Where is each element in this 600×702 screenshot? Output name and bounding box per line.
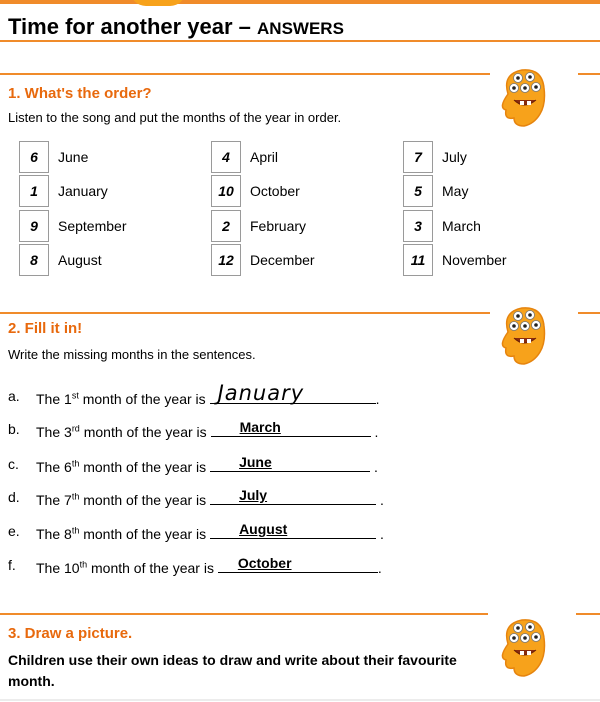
title-main: Time for another year – [8,14,251,39]
order-number-box[interactable]: 9 [19,210,49,242]
order-number-box[interactable]: 10 [211,175,241,207]
sentence-letter: a. [8,388,20,404]
month-label: August [58,252,102,268]
sentence-period: . [373,459,378,475]
ordinal-suffix: st [71,390,79,401]
title-rule [0,40,600,42]
page-title [8,14,344,40]
order-number-box[interactable]: 3 [403,210,433,242]
answer-blank[interactable] [211,419,371,437]
section-3-heading: 3. Draw a picture. [8,625,133,642]
sentence-period: . [375,391,380,407]
sentence-letter: f. [8,557,16,573]
sentence-prefix: The 10 [36,560,80,576]
title-answers: ANSWERS [257,19,344,38]
month-label: April [250,149,279,165]
sentence-prefix: The 3 [36,424,72,440]
section-1-rule-end [578,73,600,75]
top-blob-decoration [130,0,186,6]
month-label: September [58,218,127,234]
monster-icon [494,302,556,366]
sentence-text: month of the year is [79,424,207,440]
monster-icon [494,64,556,128]
order-number-box[interactable]: 12 [211,244,241,276]
month-label: December [250,252,315,268]
top-rule [0,0,600,4]
ordinal-suffix: th [79,559,88,570]
answer-blank[interactable] [210,454,370,472]
sentence-prefix: The 8 [36,526,72,542]
section-1-heading: 1. What's the order? [8,85,152,102]
order-number-box[interactable]: 4 [211,141,241,173]
answer-blank[interactable] [210,521,376,539]
sentence-text: month of the year is [87,560,214,576]
month-label: June [58,149,89,165]
section-2-rule [0,312,490,314]
ordinal-suffix: rd [71,423,80,434]
sentence-text: month of the year is [79,492,207,508]
sentence-prefix: The 7 [36,492,72,508]
sentence-a [36,381,380,407]
section-1-rule [0,73,490,75]
section-2-rule-end [578,312,600,314]
sentence-text: month of the year is [79,526,207,542]
section-1-instruction: Listen to the song and put the months of the year in order. [8,110,342,125]
sentence-d [36,487,384,508]
sentence-f [36,555,382,576]
sentence-period: . [379,526,384,542]
month-label: October [250,183,300,199]
typed-answer: October [237,555,292,571]
answer-blank[interactable] [210,487,376,505]
section-3-text: Children use their own ideas to draw and write about their favourite month. [8,652,457,689]
order-number-box[interactable]: 6 [19,141,49,173]
sentence-b [36,419,378,440]
order-number-box[interactable]: 11 [403,244,433,276]
typed-answer: July [239,487,268,503]
month-label: November [442,252,507,268]
sentence-letter: c. [8,456,19,472]
section-2-heading: 2. Fill it in! [8,320,83,337]
typed-answer: August [239,521,288,537]
month-label: February [250,218,307,234]
order-number-box[interactable]: 7 [403,141,433,173]
sentence-text: month of the year is [79,459,207,475]
sentence-letter: b. [8,421,20,437]
order-number-box[interactable]: 5 [403,175,433,207]
ordinal-suffix: th [71,458,80,469]
sentence-prefix: The 6 [36,459,72,475]
sentence-period: . [374,424,379,440]
answer-blank[interactable] [218,555,378,573]
order-number-box[interactable]: 8 [19,244,49,276]
typed-answer: March [239,419,281,435]
sentence-e [36,521,384,542]
ordinal-suffix: th [71,525,80,536]
section-3-rule [0,613,488,615]
month-label: July [442,149,467,165]
typed-answer: June [239,454,272,470]
sentence-letter: e. [8,523,20,539]
sentence-period: . [379,492,384,508]
monster-icon [494,614,556,678]
sentence-c [36,454,378,475]
sentence-period: . [377,560,382,576]
section-2-instruction: Write the missing months in the sentences. [8,347,256,362]
sentence-letter: d. [8,489,20,505]
month-label: May [442,183,469,199]
order-number-box[interactable]: 1 [19,175,49,207]
answer-blank[interactable] [210,381,376,405]
sentence-prefix: The 1 [36,391,72,407]
sentence-text: month of the year is [78,391,206,407]
month-label: January [58,183,108,199]
order-number-box[interactable]: 2 [211,210,241,242]
section-3-rule-end [576,613,600,615]
bottom-rule [0,699,600,701]
month-label: March [442,218,481,234]
ordinal-suffix: th [71,491,80,502]
handwritten-answer: January [217,381,305,405]
